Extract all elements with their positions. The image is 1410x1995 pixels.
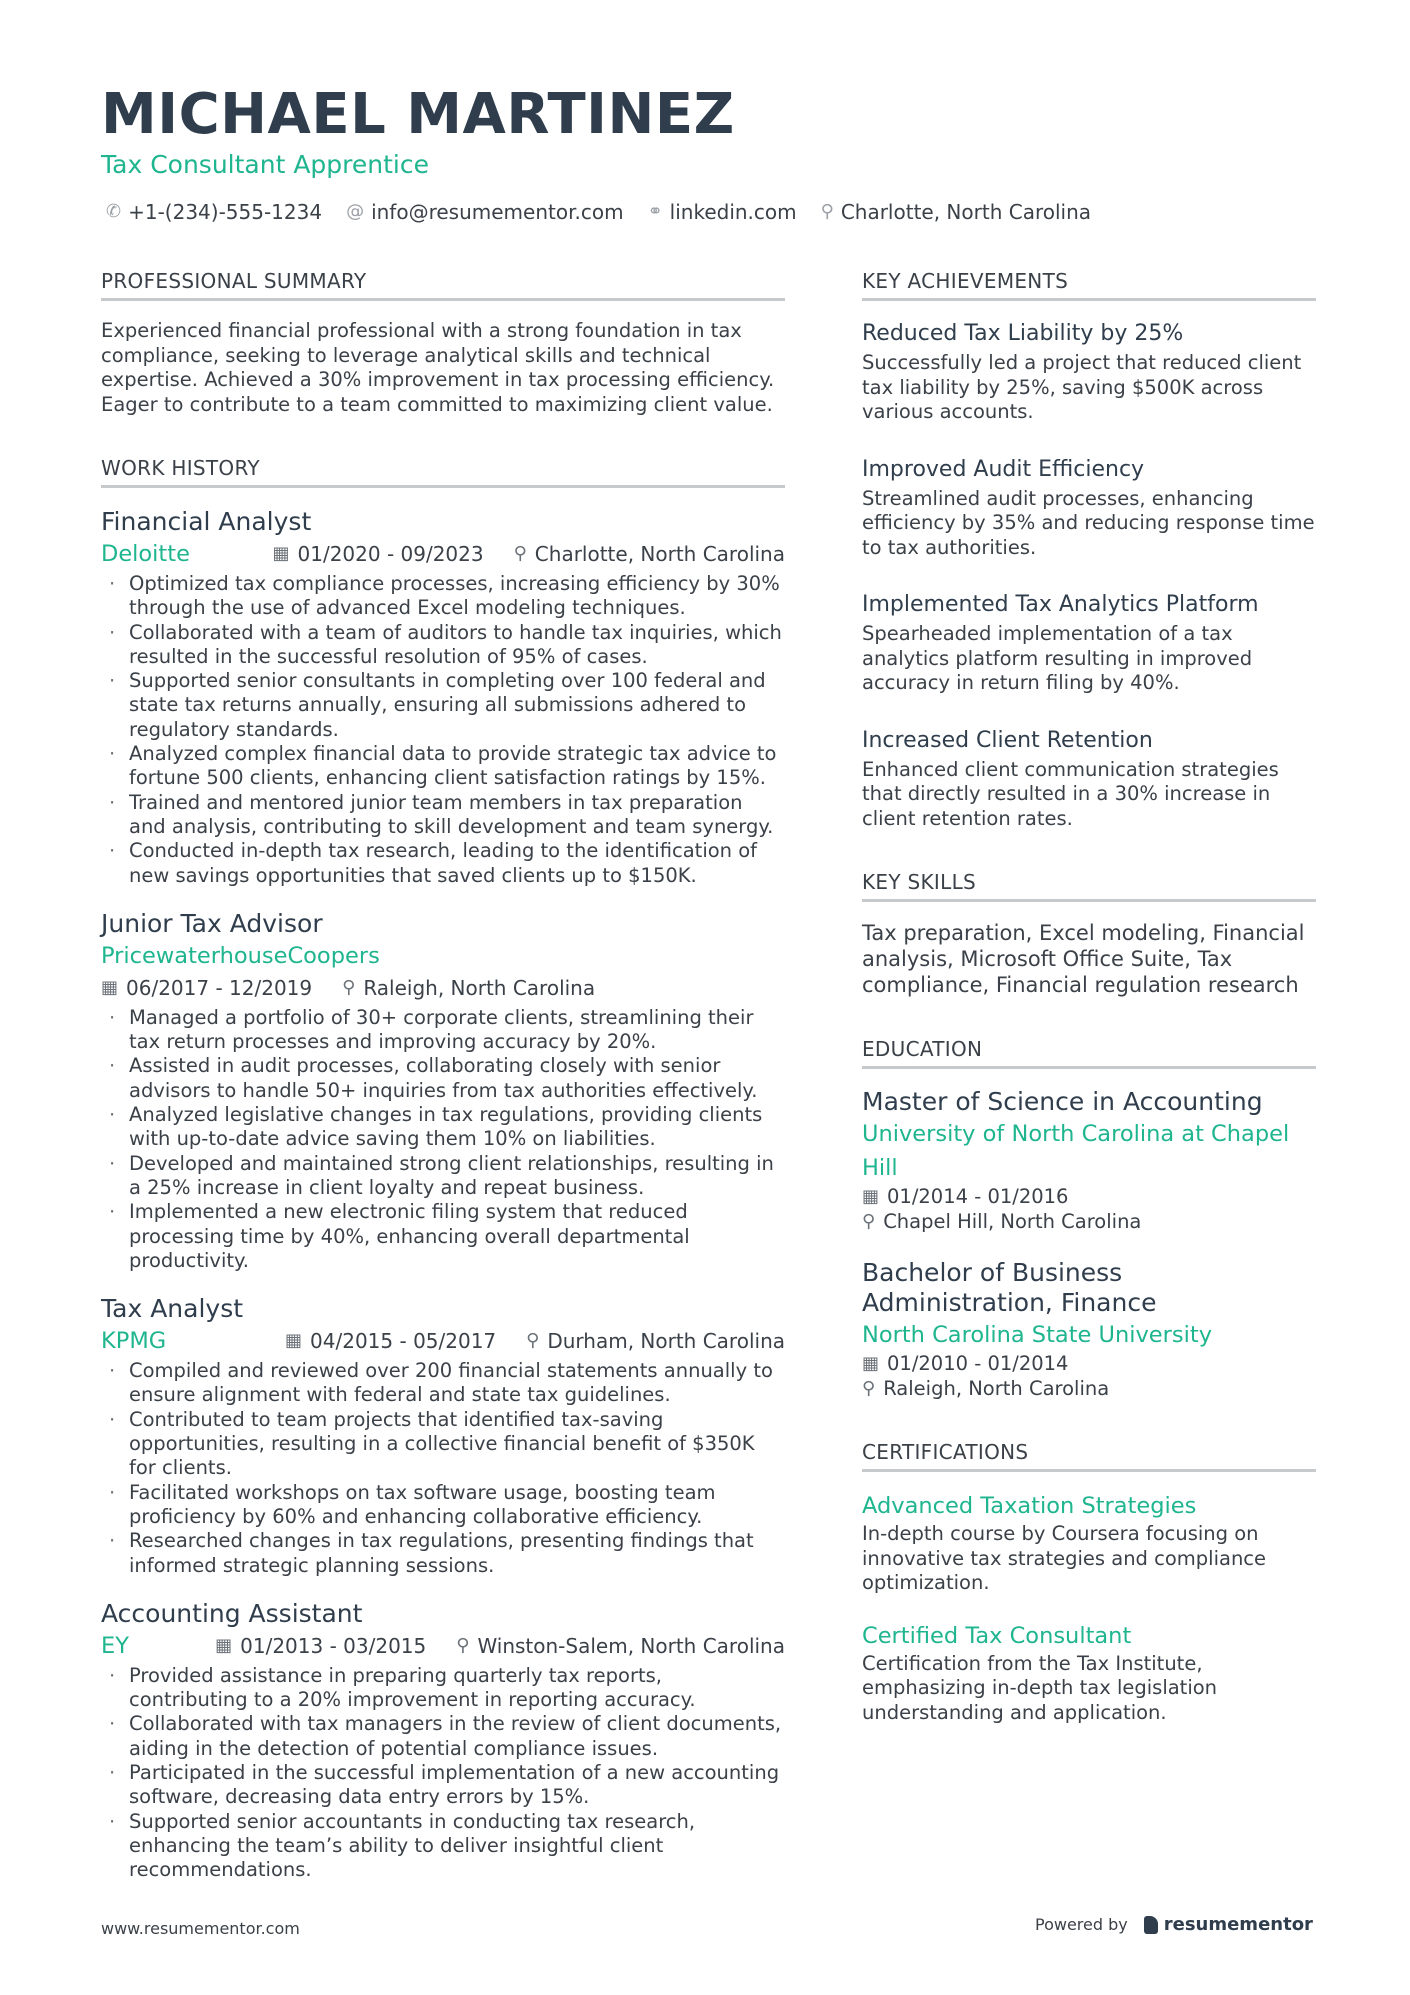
skills-heading: KEY SKILLS (862, 869, 1316, 902)
achievement-item (862, 590, 1316, 696)
job-title: Accounting Assistant (101, 1598, 363, 1628)
brand-mark-icon (1144, 1916, 1158, 1934)
job-location-text: Charlotte, North Carolina (534, 542, 785, 566)
job-meta (101, 940, 785, 1004)
education-dates-text: 01/2014 - 01/2016 (887, 1185, 1069, 1208)
certification-text: In-depth course by Coursera focusing on innovative tax strategies and compliance optimization. (862, 1522, 1267, 1594)
job-bullet: · Implemented a new electronic filing system that reduced processing time by 40%, enhancing overall departmental productivity. (101, 1200, 785, 1273)
right-column (862, 268, 1316, 1763)
location-icon: ⚲ (342, 976, 356, 998)
link-icon: ⚭ (647, 201, 663, 222)
calendar-icon: ▦ (862, 1353, 880, 1374)
footer-website[interactable]: www.resumementor.com (101, 1919, 300, 1938)
contact-linkedin-text: linkedin.com (669, 200, 797, 224)
job-bullet: · Conducted in-depth tax research, leading to the identification of new savings opportunities that saved clients up to $150K. (101, 839, 785, 888)
job-company: KPMG (101, 1328, 167, 1355)
job-bullet: · Managed a portfolio of 30+ corporate clients, streamlining their tax return processes and improving accuracy by 20%. (101, 1006, 785, 1055)
job-meta (101, 1630, 785, 1662)
job-location (514, 538, 785, 570)
education-section (862, 1036, 1316, 1401)
achievement-text: Spearheaded implementation of a tax analytics platform resulting in improved accuracy in return filing by 40%. (862, 622, 1253, 694)
certification-title: Advanced Taxation Strategies (862, 1493, 1197, 1519)
education-school: North Carolina State University (862, 1322, 1213, 1348)
education-degree: Bachelor of Business Administration, Finance (862, 1258, 1157, 1317)
job-location (342, 972, 595, 1004)
job-company: Deloitte (101, 541, 190, 567)
candidate-name: MICHAEL MARTINEZ (101, 82, 735, 147)
achievement-text: Enhanced client communication strategies that directly resulted in a 30% increase in client retention rates. (862, 757, 1279, 830)
job-title: Junior Tax Advisor (101, 908, 323, 938)
calendar-icon: ▦ (285, 1330, 303, 1352)
job-meta-right (215, 1630, 785, 1662)
job-meta (101, 1325, 785, 1357)
job-title: Tax Analyst (101, 1294, 244, 1324)
job-bullet: · Contributed to team projects that identified tax-saving opportunities, resulting in a collective financial benefit of $350K for clients. (101, 1408, 785, 1481)
phone-icon: ✆ (106, 201, 122, 222)
location-icon: ⚲ (862, 1210, 876, 1232)
location-icon: ⚲ (456, 1634, 470, 1656)
job-dates (272, 538, 483, 570)
contact-email-text: info@resumementor.com (371, 200, 624, 224)
certification-item (862, 1490, 1316, 1596)
job-bullet: · Collaborated with a team of auditors to handle tax inquiries, which resulted in the successful resolution of 95% of cases. (101, 621, 785, 670)
education-item (862, 1258, 1316, 1401)
summary-section (101, 268, 785, 417)
job-title: Financial Analyst (101, 507, 312, 536)
skills-section (862, 869, 1316, 998)
certifications-heading: CERTIFICATIONS (862, 1439, 1316, 1472)
job-bullet: · Assisted in audit processes, collaborating closely with senior advisors to handle 50+ inquiries from tax authorities effectively. (101, 1054, 785, 1103)
education-dates-text: 01/2010 - 01/2014 (887, 1352, 1069, 1375)
job-entry (101, 506, 785, 888)
certification-item (862, 1620, 1316, 1726)
job-bullet: · Analyzed legislative changes in tax regulations, providing clients with up-to-date advice saving them 10% on liabilities. (101, 1103, 785, 1152)
achievement-item (862, 726, 1316, 832)
education-dates (862, 1352, 1316, 1377)
brand-name: resumementor (1163, 1914, 1313, 1935)
job-meta-right (101, 972, 785, 1004)
education-dates (862, 1185, 1316, 1210)
brand-logo[interactable] (1144, 1914, 1313, 1935)
achievements-section (862, 268, 1316, 831)
job-bullet: · Optimized tax compliance processes, increasing efficiency by 30% through the use of advanced Excel modeling techniques. (101, 572, 785, 621)
achievement-title: Implemented Tax Analytics Platform (862, 592, 1259, 617)
job-location-text: Raleigh, North Carolina (363, 975, 596, 1000)
education-school: University of North Carolina at Chapel Hill (862, 1121, 1290, 1181)
achievement-text: Streamlined audit processes, enhancing efficiency by 35% and reducing response time to tax authorities. (862, 486, 1315, 559)
achievement-title: Reduced Tax Liability by 25% (862, 321, 1184, 346)
job-bullets (101, 572, 785, 888)
job-bullet: · Facilitated workshops on tax software usage, boosting team proficiency by 60% and enhancing collaborative efficiency. (101, 1481, 785, 1530)
contact-location (821, 198, 1091, 226)
job-location (526, 1325, 785, 1357)
calendar-icon: ▦ (862, 1186, 880, 1207)
job-bullet: · Developed and maintained strong client relationships, resulting in a 25% increase in client loyalty and repeat business. (101, 1152, 785, 1201)
work-heading: WORK HISTORY (101, 455, 785, 488)
achievement-text: Successfully led a project that reduced client tax liability by 25%, saving $500K across various accounts. (862, 351, 1302, 423)
summary-text: Experienced financial professional with a strong foundation in tax compliance, seeking to leverage analytical skills and technical expertise. Achieved a 30% improvement in tax processing efficiency. Eager to contribute to a team committed to maximizing client value. (101, 319, 775, 416)
certifications-section (862, 1439, 1316, 1725)
left-column (101, 268, 785, 1920)
contact-phone-text: +1-(234)-555-1234 (128, 200, 323, 224)
job-entry (101, 1598, 785, 1883)
job-bullets (101, 1664, 785, 1883)
work-section (101, 455, 785, 1882)
job-bullet: · Supported senior accountants in conducting tax research, enhancing the team’s ability to deliver insightful client recommendations. (101, 1810, 785, 1883)
contact-phone[interactable] (106, 198, 322, 226)
contact-location-text: Charlotte, North Carolina (840, 200, 1092, 224)
job-entry (101, 1293, 785, 1578)
achievement-title: Increased Client Retention (862, 727, 1153, 753)
job-bullet: · Collaborated with tax managers in the review of client documents, aiding in the detection of potential compliance issues. (101, 1712, 785, 1761)
job-location (456, 1630, 785, 1662)
job-entry (101, 908, 785, 1273)
job-dates-text: 01/2013 - 03/2015 (240, 1633, 427, 1658)
job-bullet: · Participated in the successful implementation of a new accounting software, decreasing data entry errors by 15%. (101, 1761, 785, 1810)
job-dates (285, 1325, 496, 1357)
achievement-item (862, 455, 1316, 561)
job-bullet: · Provided assistance in preparing quarterly tax reports, contributing to a 20% improvement in reporting accuracy. (101, 1664, 785, 1713)
calendar-icon: ▦ (272, 543, 290, 564)
job-bullet: · Trained and mentored junior team members in tax preparation and analysis, contributing to skill development and team synergy. (101, 791, 785, 840)
job-dates-text: 01/2020 - 09/2023 (297, 542, 484, 566)
job-bullet: · Compiled and reviewed over 200 financial statements annually to ensure alignment with federal and state tax guidelines. (101, 1359, 785, 1408)
achievements-heading: KEY ACHIEVEMENTS (862, 268, 1316, 301)
achievement-item (862, 319, 1316, 425)
education-location (862, 1377, 1316, 1402)
location-icon: ⚲ (526, 1330, 540, 1352)
job-company: EY (101, 1632, 129, 1659)
job-bullets (101, 1006, 785, 1273)
job-bullet: · Analyzed complex financial data to provide strategic tax advice to fortune 500 clients, enhancing client satisfaction ratings by 15%. (101, 742, 785, 791)
job-bullets (101, 1359, 785, 1578)
education-degree: Master of Science in Accounting (862, 1087, 1263, 1116)
calendar-icon: ▦ (215, 1634, 233, 1656)
job-dates-text: 04/2015 - 05/2017 (310, 1329, 497, 1354)
powered-by-label: Powered by (1035, 1915, 1128, 1934)
education-location (862, 1210, 1316, 1235)
job-location-text: Winston-Salem, North Carolina (477, 1633, 785, 1658)
job-meta (101, 538, 785, 570)
achievement-title: Improved Audit Efficiency (862, 456, 1145, 482)
education-heading: EDUCATION (862, 1036, 1316, 1069)
education-item (862, 1087, 1316, 1234)
job-meta-right (272, 538, 785, 570)
job-meta-right (285, 1325, 785, 1357)
certification-text: Certification from the Tax Institute, emphasizing in-depth tax legislation understanding and application. (862, 1651, 1218, 1724)
contact-linkedin[interactable] (648, 198, 797, 226)
job-dates (215, 1630, 426, 1662)
job-bullet: · Supported senior consultants in completing over 100 federal and state tax returns annually, ensuring all submissions adhered to regulatory standards. (101, 669, 785, 742)
candidate-title: Tax Consultant Apprentice (101, 150, 429, 179)
job-location-text: Durham, North Carolina (547, 1329, 785, 1354)
email-icon: @ (346, 201, 365, 222)
footer-branding (1035, 1914, 1313, 1935)
job-bullet: · Researched changes in tax regulations, presenting findings that informed strategic planning sessions. (101, 1529, 785, 1578)
job-dates-text: 06/2017 - 12/2019 (126, 975, 313, 1000)
calendar-icon: ▦ (101, 976, 119, 998)
contact-bar (106, 198, 1091, 226)
contact-email[interactable] (346, 198, 623, 226)
job-dates (101, 972, 312, 1004)
location-icon: ⚲ (513, 543, 527, 564)
location-icon: ⚲ (862, 1377, 876, 1399)
education-location-text: Chapel Hill, North Carolina (883, 1209, 1142, 1233)
location-icon: ⚲ (820, 201, 834, 222)
skills-text: Tax preparation, Excel modeling, Financial analysis, Microsoft Office Suite, Tax compliance, Financial regulation research (862, 921, 1305, 997)
education-location-text: Raleigh, North Carolina (883, 1376, 1110, 1400)
job-company: PricewaterhouseCoopers (101, 942, 380, 969)
certification-title: Certified Tax Consultant (862, 1622, 1132, 1649)
summary-heading: PROFESSIONAL SUMMARY (101, 268, 785, 301)
